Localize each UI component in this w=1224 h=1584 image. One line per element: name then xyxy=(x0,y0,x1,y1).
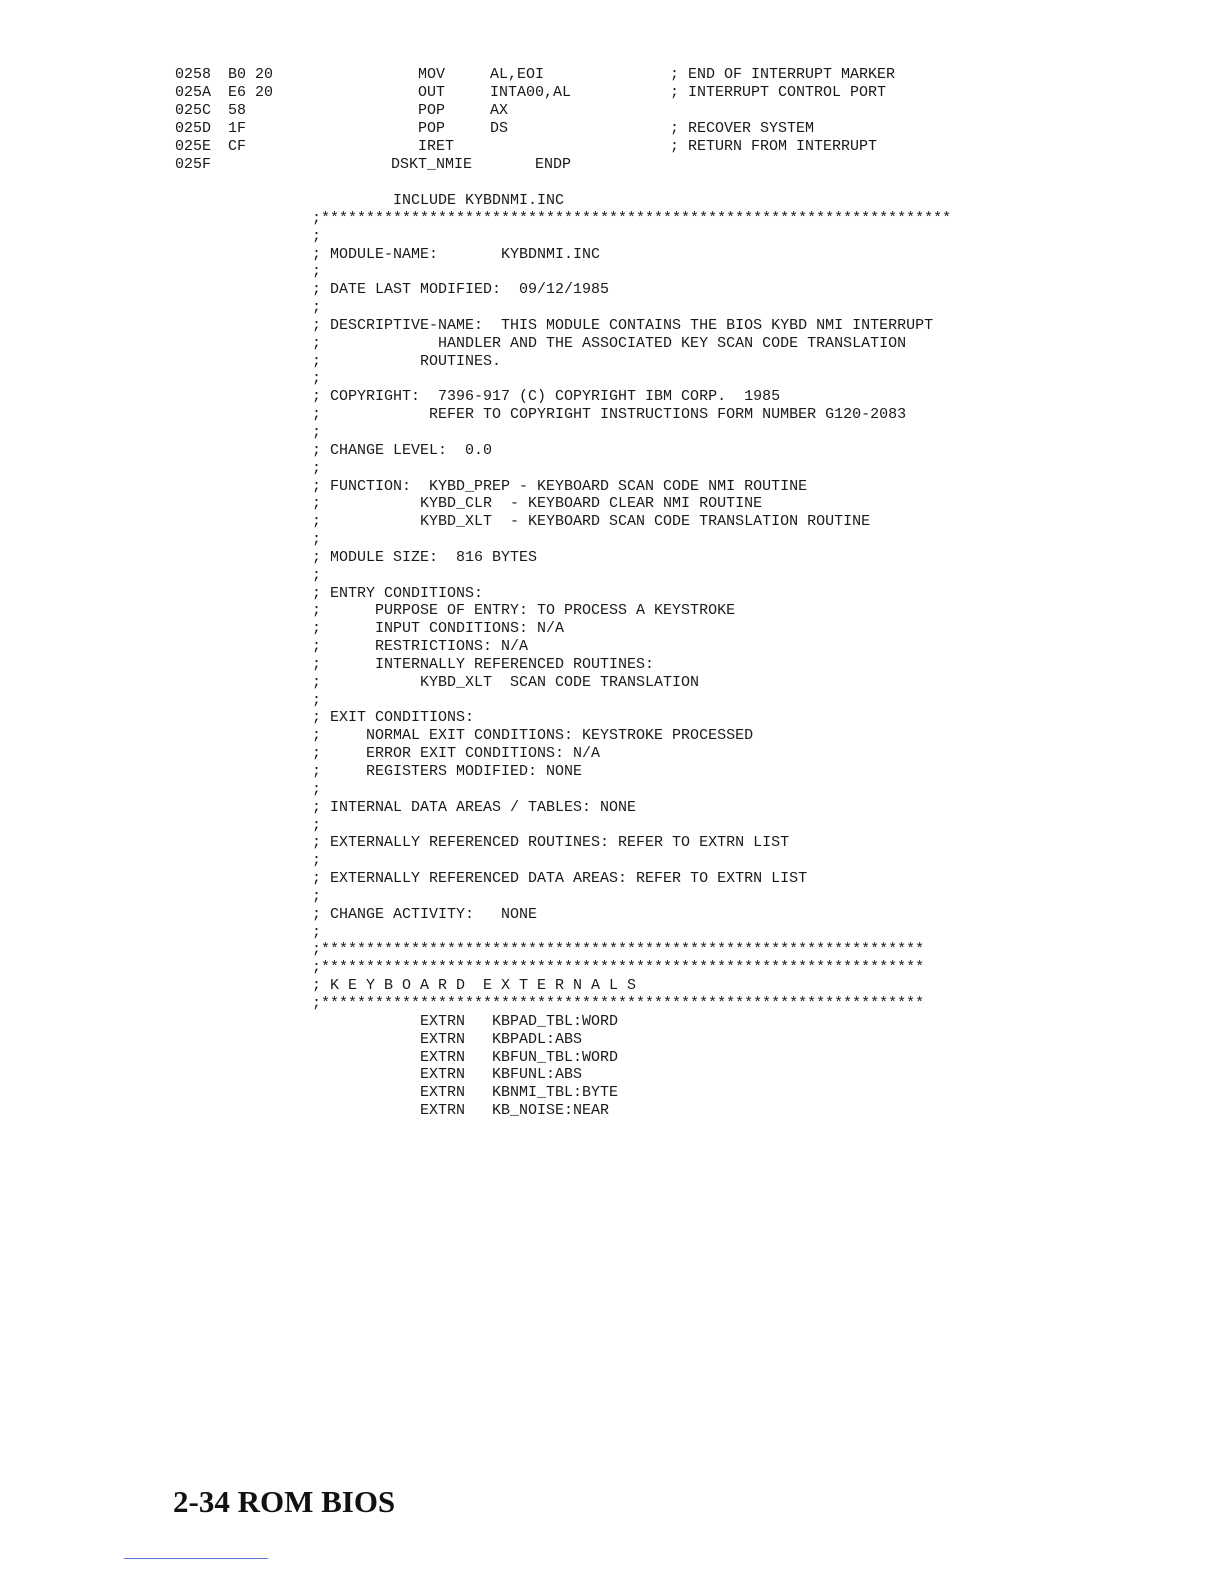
listing-line: ; NORMAL EXIT CONDITIONS: KEYSTROKE PROCESSED xyxy=(312,727,754,745)
listing-line: ; PURPOSE OF ENTRY: TO PROCESS A KEYSTROKE xyxy=(312,602,736,620)
listing-line: INCLUDE KYBDNMI.INC xyxy=(312,192,565,209)
listing-line: ; ENTRY CONDITIONS: xyxy=(312,584,484,602)
listing-line: ; xyxy=(312,852,322,870)
listing-line: ; HANDLER AND THE ASSOCIATED KEY SCAN CODE TRANSLATION xyxy=(312,334,907,352)
asm-comment: ; INTERRUPT CONTROL PORT xyxy=(670,84,887,101)
asm-address: 025F xyxy=(175,156,212,173)
listing-line: ; CHANGE ACTIVITY: NONE xyxy=(312,905,538,923)
asm-address: 025E xyxy=(175,138,212,155)
asm-hex: 1F xyxy=(228,120,247,137)
listing-line: ; EXTERNALLY REFERENCED ROUTINES: REFER TO EXTRN LIST xyxy=(312,834,790,852)
listing-line: ;********************************************************************** xyxy=(312,209,952,227)
page-footer-title: 2-34 ROM BIOS xyxy=(173,1484,396,1519)
asm-proc-label: DSKT_NMIE xyxy=(391,156,473,173)
asm-mnemonic: OUT xyxy=(418,84,446,101)
listing-line: ; xyxy=(312,780,322,798)
asm-comment: ; RETURN FROM INTERRUPT xyxy=(670,138,878,155)
listing-line: EXTRN KBPAD_TBL:WORD xyxy=(312,1012,619,1030)
listing-line: ; xyxy=(312,459,322,477)
listing-line: ; MODULE SIZE: 816 BYTES xyxy=(312,548,538,566)
asm-operands: AL,EOI xyxy=(490,66,545,83)
asm-hex: CF xyxy=(228,138,247,155)
asm-mnemonic: MOV xyxy=(418,66,446,83)
footer-rule xyxy=(124,1558,268,1559)
listing-line: ; KYBD_XLT - KEYBOARD SCAN CODE TRANSLATION ROUTINE xyxy=(312,513,871,531)
listing-line: ; xyxy=(312,691,322,709)
asm-address: 025D xyxy=(175,120,212,137)
asm-mnemonic: POP xyxy=(418,102,446,119)
listing-line: EXTRN KBFUNL:ABS xyxy=(312,1066,583,1084)
listing-line: ; FUNCTION: KYBD_PREP - KEYBOARD SCAN CODE NMI ROUTINE xyxy=(312,477,808,495)
listing-line: ; K E Y B O A R D E X T E R N A L S xyxy=(312,977,637,995)
listing-line: ; xyxy=(312,566,322,584)
asm-address: 0258 xyxy=(175,66,212,83)
listing-line: ; REFER TO COPYRIGHT INSTRUCTIONS FORM NUMBER G120-2083 xyxy=(312,406,907,424)
listing-line: ; xyxy=(312,299,322,317)
listing-line: ; KYBD_CLR - KEYBOARD CLEAR NMI ROUTINE xyxy=(312,495,763,513)
listing-line: ; ROUTINES. xyxy=(312,352,502,370)
listing-line: ; xyxy=(312,227,322,245)
asm-operands: DS xyxy=(490,120,509,137)
listing-line: ; xyxy=(312,887,322,905)
listing-line: ; INTERNAL DATA AREAS / TABLES: NONE xyxy=(312,798,637,816)
listing-line: ; INTERNALLY REFERENCED ROUTINES: xyxy=(312,655,655,673)
asm-operands: INTA00,AL xyxy=(490,84,572,101)
listing-line: ; xyxy=(312,923,322,941)
listing-line: ; COPYRIGHT: 7396-917 (C) COPYRIGHT IBM CORP. 1985 xyxy=(312,388,781,406)
listing-line: EXTRN KBNMI_TBL:BYTE xyxy=(312,1084,619,1102)
asm-hex: B0 20 xyxy=(228,66,274,83)
listing-line: EXTRN KBFUN_TBL:WORD xyxy=(312,1048,619,1066)
asm-address: 025A xyxy=(175,84,212,101)
asm-address: 025C xyxy=(175,102,212,119)
listing-line: ; xyxy=(312,263,322,281)
asm-endp-keyword: ENDP xyxy=(535,156,572,173)
listing-line: ;******************************************************************* xyxy=(312,959,925,977)
listing-line: ; xyxy=(312,370,322,388)
listing-line: EXTRN KBPADL:ABS xyxy=(312,1030,583,1048)
listing-line: ;******************************************************************* xyxy=(312,941,925,959)
listing-line: ; ERROR EXIT CONDITIONS: N/A xyxy=(312,745,601,763)
listing-line: ; RESTRICTIONS: N/A xyxy=(312,638,529,656)
asm-comment: ; END OF INTERRUPT MARKER xyxy=(670,66,896,83)
listing-line: EXTRN KB_NOISE:NEAR xyxy=(312,1102,610,1120)
asm-operands: AX xyxy=(490,102,509,119)
asm-comment: ; RECOVER SYSTEM xyxy=(670,120,815,137)
asm-hex: E6 20 xyxy=(228,84,274,101)
listing-line: ; EXIT CONDITIONS: xyxy=(312,709,475,727)
listing-line: ; MODULE-NAME: KYBDNMI.INC xyxy=(312,245,601,263)
asm-mnemonic: POP xyxy=(418,120,446,137)
listing-line: ; xyxy=(312,531,322,549)
asm-hex: 58 xyxy=(228,102,247,119)
asm-mnemonic: IRET xyxy=(418,138,455,155)
listing-line: ; xyxy=(312,816,322,834)
listing-line: ;******************************************************************* xyxy=(312,994,925,1012)
listing-line: ; CHANGE LEVEL: 0.0 xyxy=(312,441,493,459)
listing-line: ; REGISTERS MODIFIED: NONE xyxy=(312,763,583,780)
listing-line: ; DATE LAST MODIFIED: 09/12/1985 xyxy=(312,281,610,299)
listing-line: ; INPUT CONDITIONS: N/A xyxy=(312,620,565,638)
listing-line: ; KYBD_XLT SCAN CODE TRANSLATION xyxy=(312,673,700,691)
listing-line: ; EXTERNALLY REFERENCED DATA AREAS: REFER TO EXTRN LIST xyxy=(312,870,808,888)
listing-line: ; xyxy=(312,423,322,441)
listing-line: ; DESCRIPTIVE-NAME: THIS MODULE CONTAINS THE BIOS KYBD NMI INTERRUPT xyxy=(312,316,934,334)
